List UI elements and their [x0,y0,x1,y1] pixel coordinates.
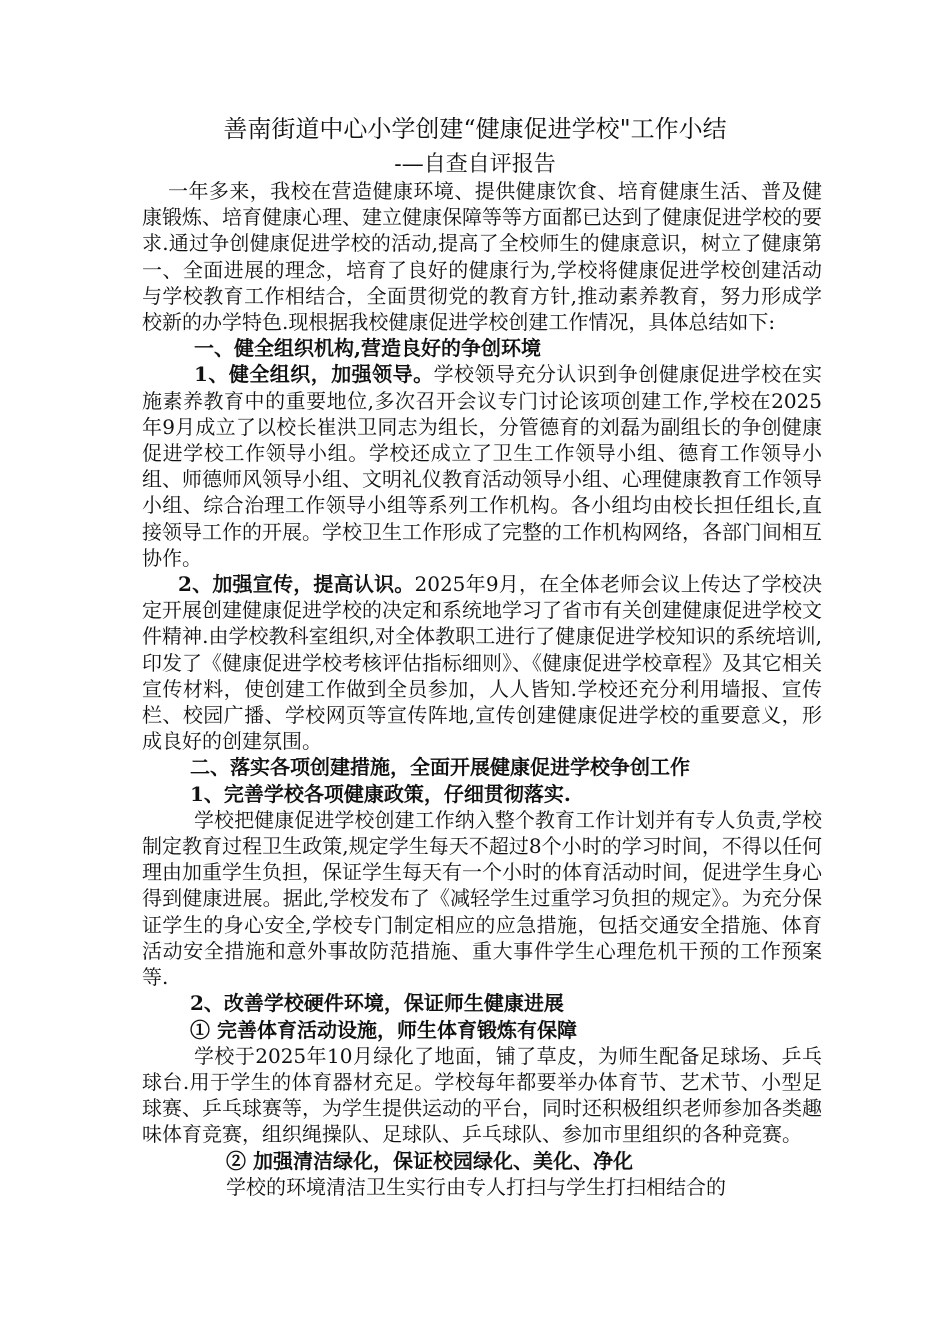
paragraph-text: 学校领导充分认识到争创健康促进学校在实施素养教育中的重要地位,多次召开会议专门讨论该项创建工作,学校在2025年9月成立了以校长崔洪卫同志为组长，分管德育的刘磊为副组长的争创健康促进学校工作领导小组。学校还成立了卫生工作领导小组、德育工作领导小组、师德师风领导小组、文明礼仪教育活动领导小组、心理健康教育工作领导小组、综合治理工作领导小组等系列工作机构。各小组均由校长担任组长,直接领导工作的开展。学校卫生工作形成了完整的工作机构网络，各部门间相互协作。 [142,362,823,570]
paragraph-s2-item1: 学校把健康促进学校创建工作纳入整个教育工作计划并有专人负责,学校制定教育过程卫生政策,规定学生每天不超过8个小时的学习时间，不得以任何理由加重学生负担，保证学生每天有一个小时的体育活动时间，促进学生身心得到健康进展。据此,学校发布了《减轻学生过重学习负担的规定》。为充分保证学生的身心安全,学校专门制定相应的应急措施，包括交通安全措施、体育活动安全措施和意外事故防范措施、重大事件学生心理危机干预的工作预案等. [142,807,822,990]
document-body [142,178,822,1200]
subsection-heading-2-2-2: ② 加强清洁绿化，保证校园绿化、美化、净化 [226,1148,633,1173]
intro-paragraph: 一年多来，我校在营造健康环境、提供健康饮食、培育健康生活、普及健康锻炼、培育健康心理、建立健康保障等等方面都已达到了健康促进学校的要求.通过争创健康促进学校的活动,提高了全校师生的健康意识，树立了健康第一、全面进展的理念，培育了良好的健康行为,学校将健康促进学校创建活动与学校教育工作相结合，全面贯彻党的教育方针,推动素养教育，努力形成学校新的办学特色.现根据我校健康促进学校创建工作情况，具体总结如下: [142,179,822,335]
document-title: 善南街道中心小学创建“健康促进学校"工作小结 [223,115,727,143]
paragraph-s2-sub1: 学校于2025年10月绿化了地面，铺了草皮，为师生配备足球场、乒乓球台.用于学生的体育器材充足。学校每年都要举办体育节、艺术节、小型足球赛、乒乓球赛等，为学生提供运动的平台，同时还积极组织老师参加各类趣味体育竞赛，组织绳操队、足球队、乒乓球队、参加市里组织的各种竞赛。 [142,1043,822,1147]
subsection-heading-2-2-1: ① 完善体育活动设施，师生体育锻炼有保障 [190,1017,577,1042]
document-subtitle: -—自查自评报告 [394,152,556,177]
paragraph-lead: 1、健全组织，加强领导。 [194,362,434,387]
subsection-heading-2-1: 1、完善学校各项健康政策，仔细贯彻落实. [190,781,571,806]
section-heading-2: 二、落实各项创建措施，全面开展健康促进学校争创工作 [190,755,690,780]
section-heading-1: 一、健全组织机构,营造良好的争创环境 [194,336,541,361]
paragraph-s1-item2 [142,571,822,754]
paragraph-lead: 2、加强宣传，提高认识。 [178,572,415,597]
paragraph-text: 2025年9月，在全体老师会议上传达了学校决定开展创建健康促进学校的决定和系统地学习了省市有关创建健康促进学校文件精神.由学校教科室组织,对全体教职工进行了健康促进学校知识的系统培训,印发了《健康促进学校考核评估指标细则》、《健康促进学校章程》及其它相关宣传材料，使创建工作做到全员参加，人人皆知.学校还充分利用墙报、宣传栏、校园广播、学校网页等宣传阵地,宣传创建健康促进学校的重要意义，形成良好的创建氛围。 [142,572,822,754]
paragraph-s2-sub2: 学校的环境清洁卫生实行由专人打扫与学生打扫相结合的 [226,1174,726,1199]
paragraph-s1-item1 [142,361,822,571]
subsection-heading-2-2: 2、改善学校硬件环境，保证师生健康进展 [190,991,564,1016]
